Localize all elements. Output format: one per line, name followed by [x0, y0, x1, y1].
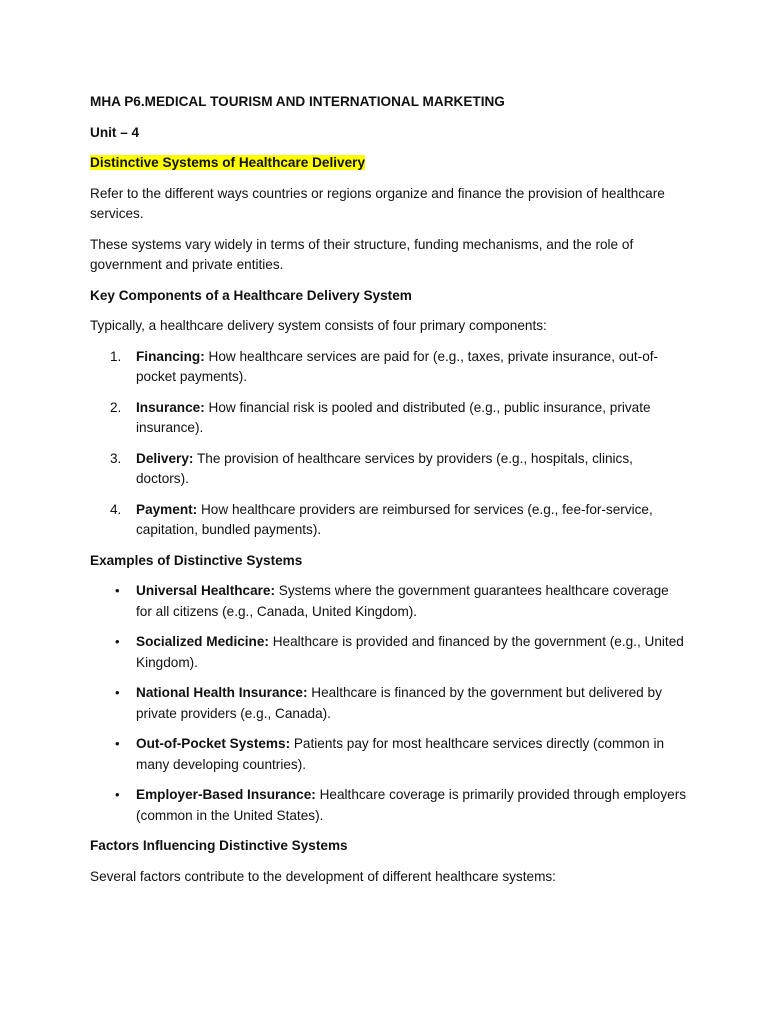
list-item	[90, 500, 688, 541]
list-term: Out-of-Pocket Systems:	[136, 736, 291, 751]
list-text: Patients pay for most healthcare services directly (common in many developing countries).	[136, 736, 665, 772]
list-item	[90, 632, 688, 673]
list-term: Universal Healthcare:	[136, 583, 276, 598]
list-term: Socialized Medicine:	[136, 634, 269, 649]
list-number: 3.	[110, 450, 122, 466]
bullet-icon: •	[115, 787, 120, 802]
document-title: MHA P6.MEDICAL TOURISM AND INTERNATIONAL MARKETING	[90, 94, 505, 109]
list-number: 4.	[110, 501, 122, 517]
list-text: Healthcare coverage is primarily provided through employers (common in the United States).	[136, 787, 687, 823]
factors-heading: Factors Influencing Distinctive Systems	[90, 838, 348, 853]
components-list	[90, 347, 688, 541]
list-term: Delivery:	[136, 450, 194, 466]
bullet-icon: •	[115, 583, 120, 598]
list-text: How healthcare services are paid for (e.g., taxes, private insurance, out-of-pocket payments).	[136, 348, 659, 384]
list-item	[90, 581, 688, 622]
list-term: Employer-Based Insurance:	[136, 787, 316, 802]
examples-list	[90, 581, 688, 826]
list-text: Systems where the government guarantees healthcare coverage for all citizens (e.g., Canada, United Kingdom).	[136, 583, 669, 619]
paragraph-definition: Refer to the different ways countries or regions organize and finance the provision of healthcare services.	[90, 185, 665, 221]
list-text: Healthcare is financed by the government but delivered by private providers (e.g., Canada).	[136, 685, 662, 721]
components-intro: Typically, a healthcare delivery system consists of four primary components:	[90, 318, 547, 333]
list-text: Healthcare is provided and financed by the government (e.g., United Kingdom).	[136, 634, 684, 670]
bullet-icon: •	[115, 634, 120, 649]
paragraph-variation: These systems vary widely in terms of their structure, funding mechanisms, and the role of government and private entities.	[90, 236, 634, 272]
section-heading-wrap	[90, 153, 688, 174]
bullet-icon: •	[115, 685, 120, 700]
list-text: How financial risk is pooled and distributed (e.g., public insurance, private insurance).	[136, 399, 651, 435]
unit-label: Unit – 4	[90, 124, 140, 140]
list-text: How healthcare providers are reimbursed for services (e.g., fee-for-service, capitation, bundled payments).	[136, 501, 653, 537]
list-term: Payment:	[136, 501, 198, 517]
list-term: Financing:	[136, 348, 205, 364]
list-text: The provision of healthcare services by providers (e.g., hospitals, clinics, doctors).	[136, 450, 633, 486]
list-item	[90, 449, 688, 490]
list-item	[90, 347, 688, 388]
list-item	[90, 734, 688, 775]
factors-intro: Several factors contribute to the development of different healthcare systems:	[90, 868, 556, 884]
components-heading: Key Components of a Healthcare Delivery System	[90, 287, 412, 303]
bullet-icon: •	[115, 736, 120, 751]
list-term: Insurance:	[136, 399, 205, 415]
section-heading: Distinctive Systems of Healthcare Delivery	[90, 155, 366, 170]
list-item	[90, 683, 688, 724]
list-item	[90, 785, 688, 826]
list-item	[90, 398, 688, 439]
list-number: 1.	[110, 348, 122, 364]
examples-heading: Examples of Distinctive Systems	[90, 552, 303, 568]
list-term: National Health Insurance:	[136, 685, 308, 700]
list-number: 2.	[110, 399, 122, 415]
